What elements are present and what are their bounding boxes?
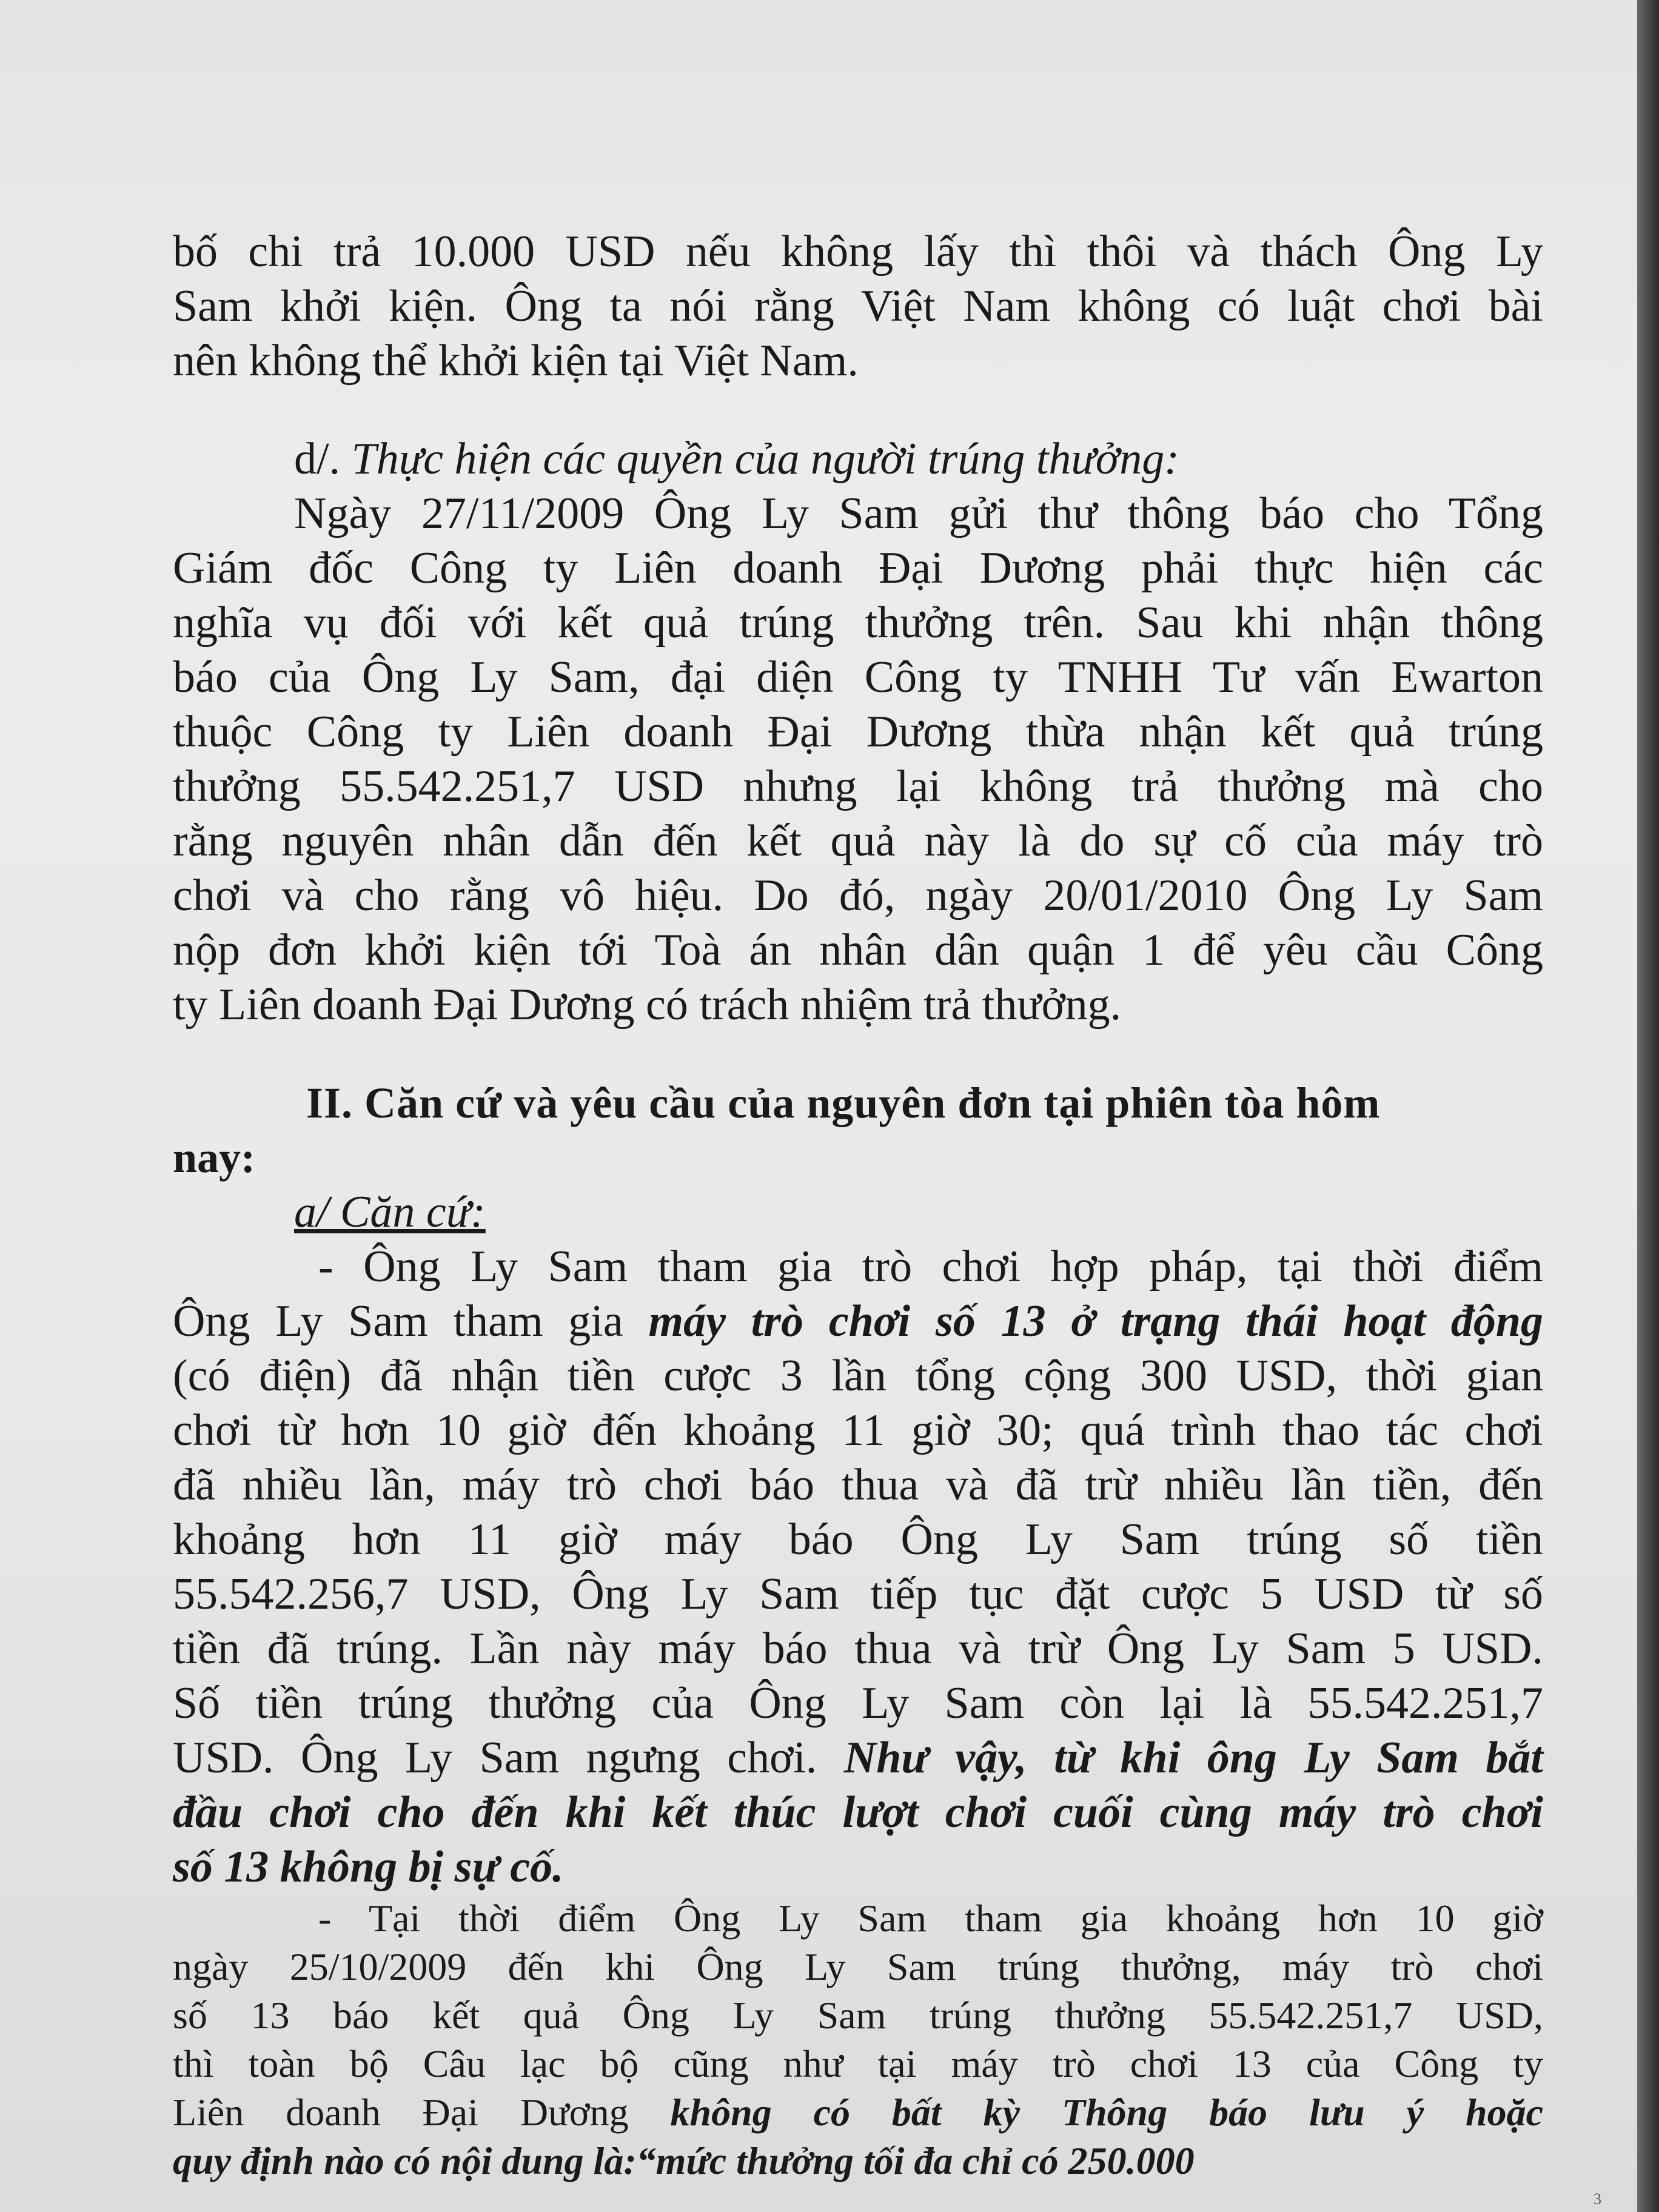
bullet2-emphasis: không có bất kỳ Thông báo lưu ý hoặc xyxy=(670,2091,1543,2134)
section-d-line: rằng nguyên nhân dẫn đến kết quả này là do sự cố của máy trò xyxy=(173,816,1543,866)
bullet2-plain: Liên doanh Đại Dương xyxy=(173,2091,671,2134)
photo-right-edge xyxy=(1637,0,1659,2212)
bullet2-emphasis-line: quy định nào có nội dung là:“mức thưởng tối đa chỉ có 250.000 xyxy=(173,2139,1195,2182)
section-d-line: thuộc Công ty Liên doanh Đại Dương thừa nhận kết quả trúng xyxy=(173,707,1543,757)
bullet1-plain: USD. Ông Ly Sam ngưng chơi. xyxy=(173,1733,844,1783)
section-d-line: nộp đơn khởi kiện tới Toà án nhân dân quận 1 để yêu cầu Công xyxy=(173,925,1543,975)
bullet1-plain: Ông Ly Sam tham gia xyxy=(173,1296,649,1346)
bullet2-line xyxy=(173,2088,1543,2137)
bullet1-line: 55.542.256,7 USD, Ông Ly Sam tiếp tục đặt cược 5 USD từ số xyxy=(173,1569,1543,1619)
section-d-label: d/. xyxy=(294,434,341,484)
bullet1-emphasis: Như vậy, từ khi ông Ly Sam bắt xyxy=(843,1733,1543,1783)
bullet1-emphasis-line: số 13 không bị sự cố. xyxy=(173,1842,564,1892)
intro-line: bố chi trả 10.000 USD nếu không lấy thì thôi và thách Ông Ly xyxy=(173,227,1543,276)
bullet1-line: đã nhiều lần, máy trò chơi báo thua và đã trừ nhiều lần tiền, đến xyxy=(173,1460,1543,1510)
section-ii-heading: II. Căn cứ và yêu cầu của nguyên đơn tại phiên tòa hôm xyxy=(306,1079,1381,1127)
section-d-line: báo của Ông Ly Sam, đại diện Công ty TNHH Tư vấn Ewarton xyxy=(173,652,1543,702)
bullet1-emphasis-line: đầu chơi cho đến khi kết thúc lượt chơi cuối cùng máy trò chơi xyxy=(173,1788,1543,1837)
section-ii-subheading: a/ Căn cứ: xyxy=(294,1187,486,1237)
bullet2-line: số 13 báo kết quả Ông Ly Sam trúng thưởng 55.542.251,7 USD, xyxy=(173,1994,1543,2037)
section-d-line: Giám đốc Công ty Liên doanh Đại Dương phải thực hiện các xyxy=(173,543,1543,593)
section-d-heading xyxy=(173,432,1543,486)
bullet1-line: (có điện) đã nhận tiền cược 3 lần tổng cộng 300 USD, thời gian xyxy=(173,1351,1543,1401)
bullet1-line: Số tiền trúng thưởng của Ông Ly Sam còn lại là 55.542.251,7 xyxy=(173,1678,1543,1728)
bullet1-line: chơi từ hơn 10 giờ đến khoảng 11 giờ 30; quá trình thao tác chơi xyxy=(173,1406,1543,1455)
bullet1-line xyxy=(173,1294,1543,1349)
bullet1-line: khoảng hơn 11 giờ máy báo Ông Ly Sam trúng số tiền xyxy=(173,1515,1543,1564)
section-d-line: Ngày 27/11/2009 Ông Ly Sam gửi thư thông báo cho Tổng xyxy=(294,489,1543,538)
page-number: 3 xyxy=(1594,2190,1601,2208)
bullet1-line xyxy=(173,1731,1543,1785)
bullet1-line: - Ông Ly Sam tham gia trò chơi hợp pháp, tại thời điểm xyxy=(318,1242,1543,1292)
section-d-title: Thực hiện các quyền của người trúng thưởng: xyxy=(351,434,1179,484)
bullet1-line: tiền đã trúng. Lần này máy báo thua và trừ Ông Ly Sam 5 USD. xyxy=(173,1624,1543,1674)
section-d-line: chơi và cho rằng vô hiệu. Do đó, ngày 20/01/2010 Ông Ly Sam xyxy=(173,871,1543,920)
intro-line: nên không thể khởi kiện tại Việt Nam. xyxy=(173,336,859,386)
bullet1-emphasis: máy trò chơi số 13 ở trạng thái hoạt động xyxy=(648,1296,1543,1346)
section-d-line: nghĩa vụ đối với kết quả trúng thưởng trên. Sau khi nhận thông xyxy=(173,598,1543,648)
bullet2-line: thì toàn bộ Câu lạc bộ cũng như tại máy trò chơi 13 của Công ty xyxy=(173,2042,1543,2085)
bullet2-line: - Tại thời điểm Ông Ly Sam tham gia khoảng hơn 10 giờ xyxy=(318,1897,1543,1940)
section-d-line: thưởng 55.542.251,7 USD nhưng lại không trả thưởng mà cho xyxy=(173,762,1543,811)
section-d-line: ty Liên doanh Đại Dương có trách nhiệm trả thưởng. xyxy=(173,980,1122,1030)
bullet2-line: ngày 25/10/2009 đến khi Ông Ly Sam trúng thưởng, máy trò chơi xyxy=(173,1945,1543,1988)
section-ii-heading-cont: nay: xyxy=(173,1133,256,1182)
intro-line: Sam khởi kiện. Ông ta nói rằng Việt Nam không có luật chơi bài xyxy=(173,281,1543,331)
document-body xyxy=(173,224,1543,2185)
